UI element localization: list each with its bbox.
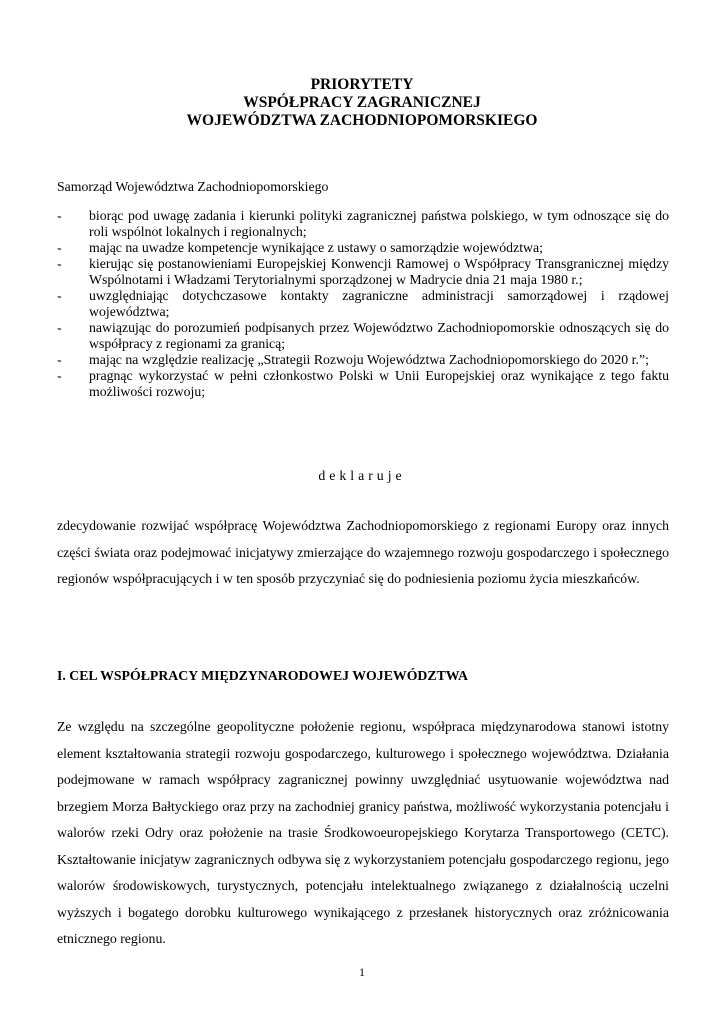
- section-heading: I. CEL WSPÓŁPRACY MIĘDZYNARODOWEJ WOJEWÓDZTWA: [57, 668, 469, 683]
- document-title: [0, 76, 724, 130]
- bullet-dash: -: [57, 320, 62, 335]
- title-line-3: WOJEWÓDZTWA ZACHODNIOPOMORSKIEGO: [186, 112, 538, 129]
- list-item: - kierując się postanowieniami Europejskiej Konwencji Ramowej o Współpracy Transgranicznej między Wspólnotami i Władzami Terytorialnymi sporządzonej w Madrycie dnia 21 maja 1980 r.;: [57, 256, 669, 287]
- title-line-1: PRIORYTETY: [310, 76, 414, 93]
- list-item: - mając na uwadze kompetencje wynikające z ustawy o samorządzie województwa;: [57, 240, 543, 255]
- bullet-dash: -: [57, 368, 62, 383]
- section-paragraph: Ze względu na szczególne geopolityczne położenie regionu, współpraca międzynarodowa stanowi istotny element kształtowania strategii rozwoju gospodarczego, kulturowego i społecznego województwa. Działania podejmowane w ramach współpracy zagranicznej powinny uwzględniać usytuowanie województwa nad brzegiem Morza Bałtyckiego oraz przy na zachodniej granicy państwa, możliwość wykorzystania potencjału i walorów rzeki Odry oraz położenie na trasie Środkowoeuropejskiego Korytarza Transportowego (CETC). Kształtowanie inicjatyw zagranicznych odbywa się z wykorzystaniem potencjału gospodarczego regionu, jego walorów środowiskowych, turystycznych, potencjału intelektualnego związanego z działalnością uczelni wyższych i bogatego dorobku kulturowego wynikającego z przesłanek historycznych oraz zróżnicowania etnicznego regionu.: [57, 719, 669, 946]
- list-item: - mając na względzie realizację „Strategii Rozwoju Województwa Zachodniopomorskiego do 2020 r.”;: [57, 352, 649, 367]
- declaration-word: deklaruje: [318, 468, 406, 483]
- list-item: - uwzględniając dotychczasowe kontakty zagraniczne administracji samorządowej i rządowej województwa;: [57, 288, 669, 319]
- declaration-paragraph: zdecydowanie rozwijać współpracę Województwa Zachodniopomorskiego z regionami Europy oraz innych części świata oraz podejmować inicjatywy zmierzające do wzajemnego rozwoju gospodarczego i społecznego regionów współpracujących i w ten sposób przyczyniać się do podniesienia poziomu życia mieszkańców.: [57, 518, 669, 586]
- title-line-2: WSPÓŁPRACY ZAGRANICZNEJ: [243, 94, 481, 111]
- page-number: 1: [359, 965, 365, 979]
- bullet-dash: -: [57, 288, 62, 303]
- bullet-dash: -: [57, 352, 62, 367]
- bullet-dash: -: [57, 208, 62, 223]
- list-item: - nawiązując do porozumień podpisanych przez Województwo Zachodniopomorskie odnoszących się do współpracy z regionami za granicą;: [57, 320, 669, 351]
- bullet-dash: -: [57, 240, 62, 255]
- bullet-dash: -: [57, 256, 62, 271]
- list-item: - biorąc pod uwagę zadania i kierunki polityki zagranicznej państwa polskiego, w tym odnoszące się do roli wspólnot lokalnych i regionalnych;: [57, 208, 669, 239]
- intro-line: Samorząd Województwa Zachodniopomorskiego: [57, 179, 329, 194]
- list-item: - pragnąc wykorzystać w pełni członkostwo Polski w Unii Europejskiej oraz wynikające z tego faktu możliwości rozwoju;: [57, 368, 669, 399]
- considerations-list: [57, 208, 669, 400]
